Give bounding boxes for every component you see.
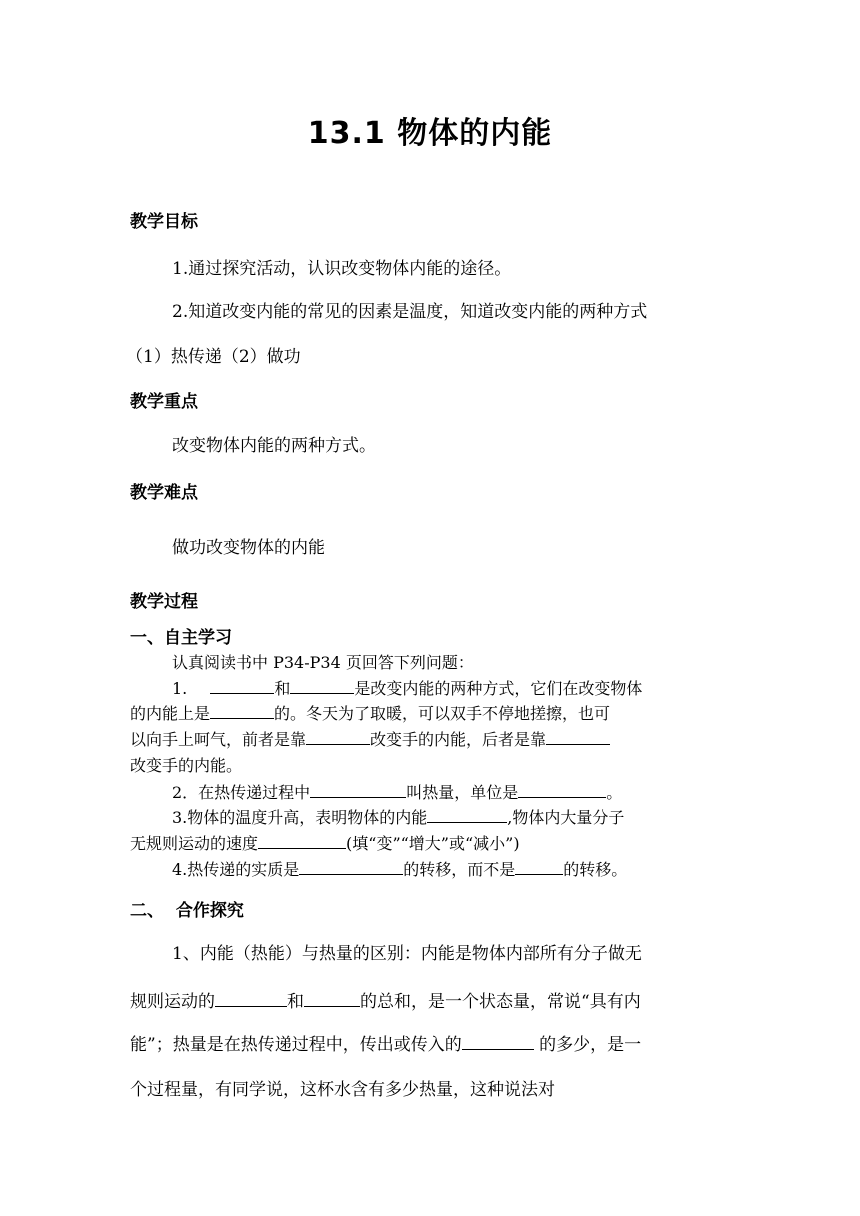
blank [299,860,403,875]
q2-text-a: 2．在热传递过程中 [172,783,311,802]
q1-and: 和 [274,679,291,698]
blank [518,783,606,798]
section2-heading: 二、 合作探究 [130,901,244,921]
q1-text5: 改变手的内能，后者是靠 [370,730,547,749]
q1-line4: 改变手的内能。 [130,756,243,775]
q1-line3 [130,727,610,750]
page-title: 13.1 物体的内能 [307,116,553,151]
q3-text-b: ,物体内大量分子 [507,808,625,827]
q1-line2 [130,701,610,724]
key-points-text: 改变物体内能的两种方式。 [172,436,376,456]
q4-text-a: 4.热传递的实质是 [172,860,300,879]
blank [462,1035,534,1050]
section2-line4: 个过程量，有同学说，这杯水含有多少热量，这种说法对 [130,1080,555,1100]
blank [210,704,274,719]
key-points-heading: 教学重点 [130,392,198,412]
blank [546,730,610,745]
section1-heading: 一、自主学习 [130,628,232,648]
objective-item-2: 2.知道改变内能的常见的因素是温度，知道改变内能的两种方式 [172,302,648,322]
q3-text-a: 3.物体的温度升高，表明物体的内能 [172,808,428,827]
section2-line3 [130,1030,641,1055]
blank [210,679,274,694]
q3-text-c: 无规则运动的速度 [130,834,259,853]
difficulties-text: 做功改变物体的内能 [172,538,325,558]
blank [515,860,563,875]
q2-line [172,780,622,803]
q1-text4: 以向手上呵气，前者是靠 [130,730,307,749]
blank [310,783,406,798]
q4-line [172,857,627,880]
q3-text-d: (填“变”“增大”或“减小”) [346,834,520,853]
q1-line1 [172,676,642,699]
section2-text-2c: 的总和，是一个状态量，常说“具有内 [360,992,641,1012]
blank [304,992,360,1007]
section1-intro: 认真阅读书中 P34-P34 页回答下列问题： [172,653,474,672]
blank [306,730,370,745]
difficulties-heading: 教学难点 [130,483,198,503]
section2-line2 [130,987,641,1012]
q4-text-c: 的转移。 [563,860,628,879]
q1-number: 1. [172,679,188,698]
section2-text-3b: 的多少，是一 [533,1035,642,1055]
q2-text-c: 。 [606,783,623,802]
section2-text-2a: 规则运动的 [130,992,215,1012]
q3-line1 [172,805,624,828]
q1-text3: 的。冬天为了取暖，可以双手不停地搓擦，也可 [274,704,611,723]
q4-text-b: 的转移，而不是 [403,860,516,879]
section2-text-3a: 能”；热量是在热传递过程中，传出或传入的 [130,1035,462,1055]
section2-line1: 1、内能（热能）与热量的区别：内能是物体内部所有分子做无 [172,944,642,964]
q3-line2 [130,831,520,854]
objective-item-2-cont: （1）热传递（2）做功 [126,347,301,367]
blank [290,679,354,694]
objective-item-1: 1.通过探究活动，认识改变物体内能的途径。 [172,259,512,279]
process-heading: 教学过程 [130,592,198,612]
section2-text-2b: 和 [287,992,304,1012]
q2-text-b: 叫热量，单位是 [406,783,519,802]
blank [427,808,507,823]
objectives-heading: 教学目标 [130,212,198,232]
q1-text1: 是改变内能的两种方式，它们在改变物体 [354,679,643,698]
q1-text2: 的内能上是 [130,704,211,723]
blank [258,834,346,849]
blank [215,992,287,1007]
